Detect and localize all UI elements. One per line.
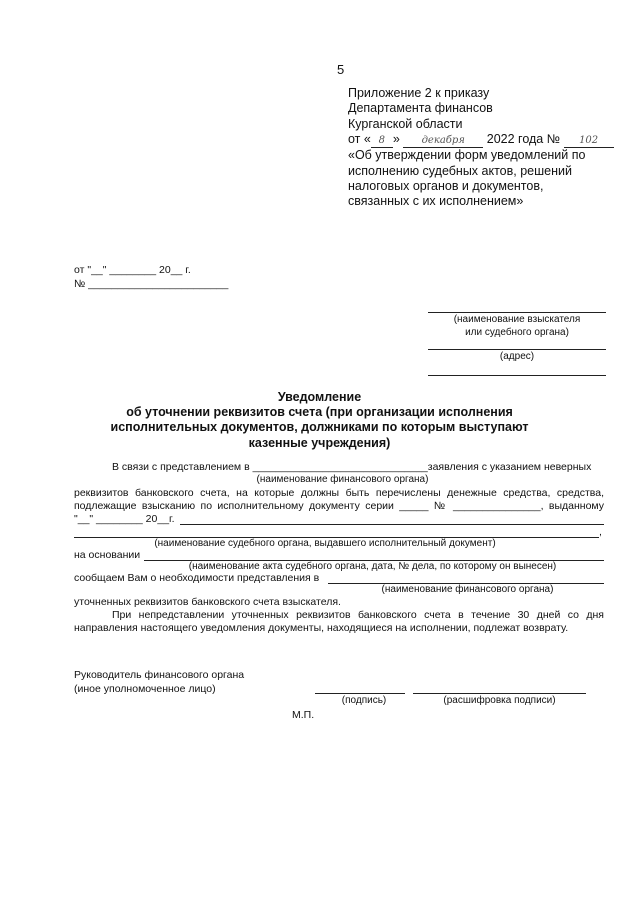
- annex-about: «Об утверждении форм уведомлений по: [348, 148, 586, 163]
- annex-date-line: [348, 132, 614, 148]
- recipient-extra-line: [428, 375, 606, 376]
- annex-number: 102: [564, 135, 614, 148]
- signer-title: (иное уполномоченное лицо): [74, 683, 216, 695]
- title-line: Уведомление: [277, 390, 362, 404]
- comma: ,: [599, 526, 602, 538]
- body-line: реквизитов банковского счета, на которые должны быть перечислены денежные средства, средства,: [74, 487, 604, 499]
- outgoing-number: № ________________________: [74, 278, 229, 290]
- document-title: [0, 390, 639, 451]
- annex-date-year: 2022 года №: [486, 132, 561, 147]
- annex-line: Департамента финансов: [348, 101, 493, 116]
- annex-line: Приложение 2 к приказу: [348, 86, 490, 100]
- caption-act: (наименование акта судебного органа, дата, № дела, по которому он вынесен): [188, 561, 557, 572]
- body-text: заявления с указанием неверных: [427, 461, 592, 473]
- court-blank-line: [180, 524, 604, 525]
- body-line: направления настоящего уведомления документы, находящиеся на исполнении, подлежат возврату.: [74, 622, 569, 634]
- title-line: казенные учреждения): [248, 435, 391, 450]
- body-p1-line: [112, 461, 591, 473]
- outgoing-date: от "__" ________ 20__ г.: [74, 264, 191, 276]
- annex-about: исполнению судебных актов, решений: [348, 163, 572, 178]
- recipient-name-line: [428, 312, 606, 313]
- body-line: При непредставлении уточненных реквизитов банковского счета в течение 30 дней со дня: [112, 609, 604, 621]
- inform-label: сообщаем Вам о необходимости представления в: [74, 572, 320, 584]
- body-text: В связи с представлением в: [112, 461, 250, 473]
- caption-decode: (расшифровка подписи): [443, 695, 556, 706]
- caption-court: (наименование судебного органа, выдавшего исполнительный документ): [154, 538, 496, 549]
- caption-fin-org2: (наименование финансового органа): [381, 584, 554, 595]
- body-line: "__" ________ 20__г.: [74, 513, 175, 525]
- recipient-address-line: [428, 349, 606, 350]
- annex-date-mid: »: [392, 132, 400, 147]
- annex-date-prefix: от «: [348, 132, 371, 147]
- annex-block: [348, 86, 614, 210]
- body-line: уточненных реквизитов банковского счета взыскателя.: [74, 596, 341, 608]
- signature-line: [315, 693, 405, 694]
- annex-date-day: 8: [371, 135, 393, 148]
- basis-label: на основании: [74, 549, 141, 561]
- recipient-caption: (наименование взыскателя: [453, 314, 581, 325]
- blank-field: ______________________________: [252, 461, 428, 473]
- title-line: об уточнении реквизитов счета (при организации исполнения: [126, 405, 513, 420]
- caption-fin-org: (наименование финансового органа): [256, 474, 429, 485]
- title-line: исполнительных документов, должниками по которым выступают: [110, 420, 529, 435]
- stamp-place: М.П.: [292, 709, 315, 721]
- annex-date-month: декабря: [403, 135, 483, 148]
- address-caption: (адрес): [499, 351, 535, 362]
- body-line: подлежащие взысканию по исполнительному документу серии _____ № _______________, выданному: [74, 500, 604, 512]
- recipient-caption: или судебного органа): [465, 327, 569, 338]
- annex-line: Курганской области: [348, 116, 463, 131]
- annex-about: связанных с их исполнением»: [348, 194, 524, 209]
- annex-about: налоговых органов и документов,: [348, 179, 544, 194]
- caption-signature: (подпись): [341, 695, 387, 706]
- signer-title: Руководитель финансового органа: [74, 669, 245, 681]
- page-number: 5: [337, 62, 345, 77]
- decode-line: [413, 693, 586, 694]
